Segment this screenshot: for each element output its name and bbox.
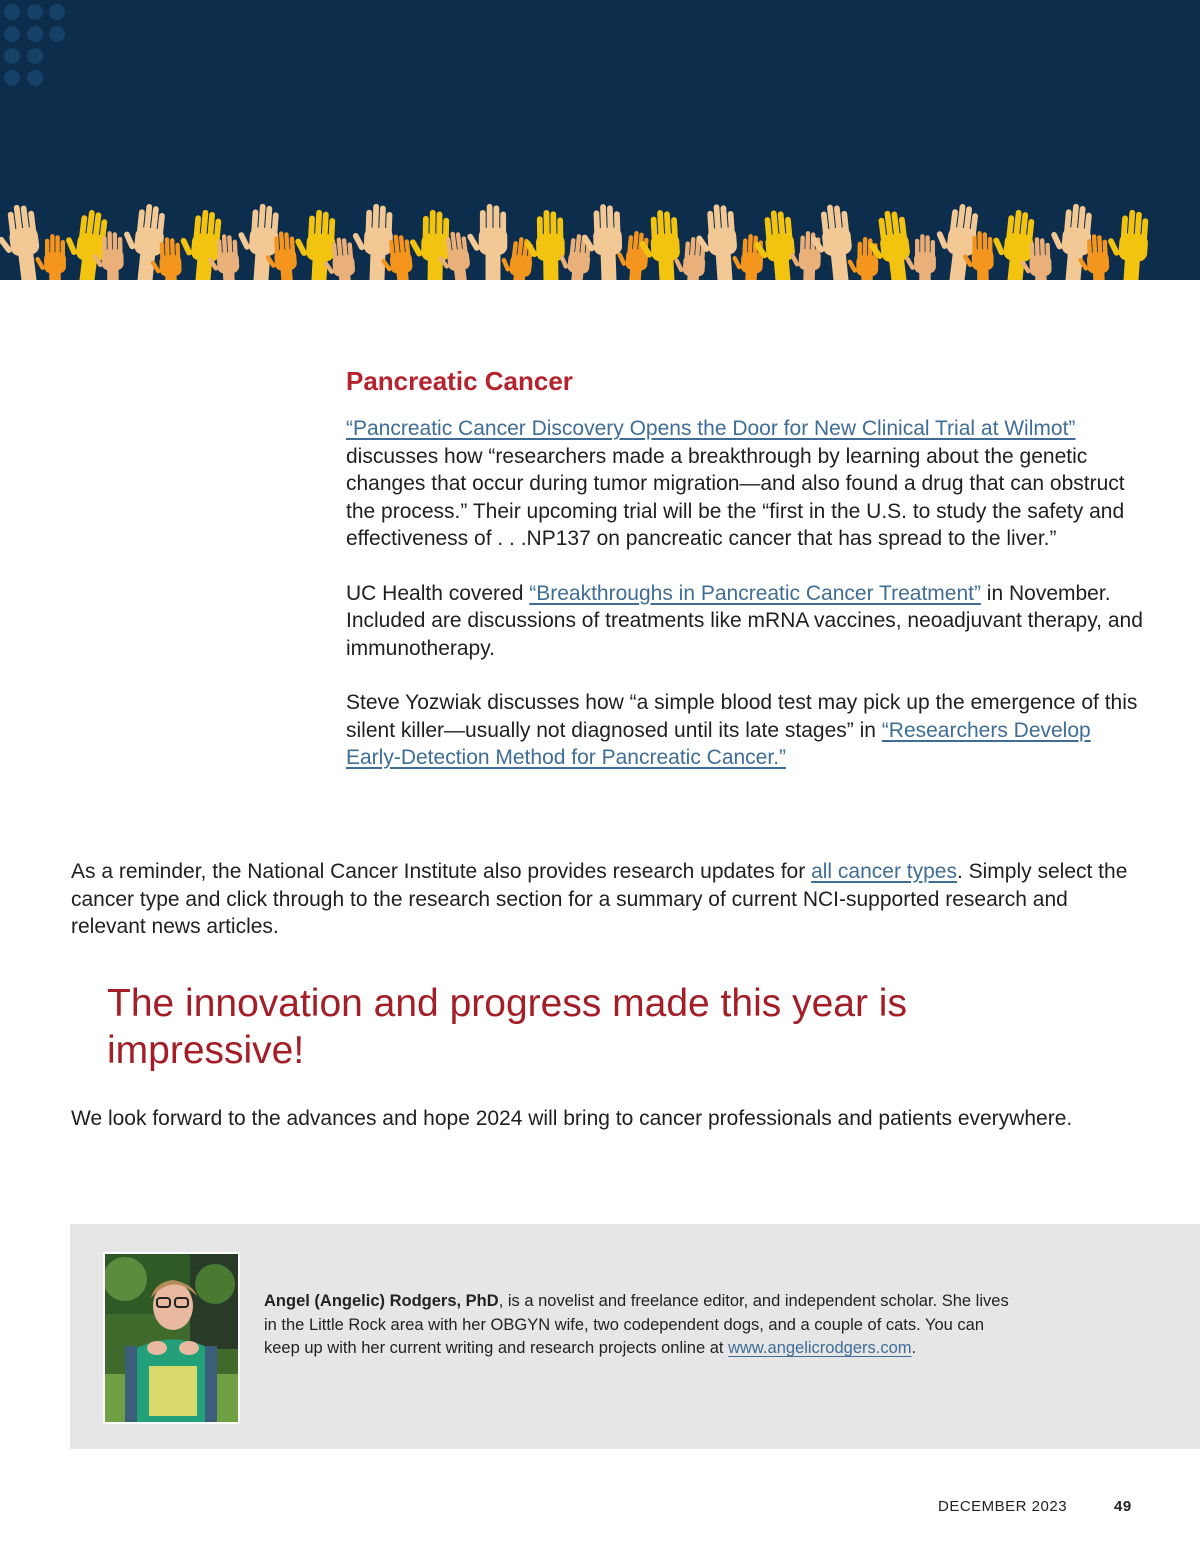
paragraph-wilmot-text: discusses how “researchers made a breakthrough by learning about the genetic changes that occur during tumor migration—and also found a drug that can obstruct the process.” Their upcoming trial will be the “first in the U.S. to study the safety and effectiveness of . . .NP137 on pancreatic cancer that has spread to the liver.” xyxy=(346,444,1125,550)
reminder-text: . Simply select the cancer type and click through to the research section for a summary of current NCI-supported research and relevant news articles. xyxy=(71,860,1128,938)
reminder-lead: As a reminder, the National Cancer Institute also provides research updates for xyxy=(71,860,812,883)
author-bio-description: , is a novelist and freelance editor, and independent scholar. She lives in the Little Rock area with her OBGYN wife, two codependent dogs, and a couple of cats. You can keep up with her current writing and research projects online at xyxy=(264,1292,1009,1357)
reminder-paragraph xyxy=(71,858,1131,941)
raised-hands-illustration-icon xyxy=(0,0,1200,280)
uc-health-article-link[interactable]: “Breakthroughs in Pancreatic Cancer Treatment” xyxy=(529,581,981,605)
header-banner xyxy=(0,0,1200,280)
footer-issue-date: DECEMBER 2023 xyxy=(938,1498,1068,1515)
author-bio-box xyxy=(70,1224,1200,1449)
section-title: Pancreatic Cancer xyxy=(346,366,573,396)
author-bio-text xyxy=(264,1290,1024,1361)
pull-quote: The innovation and progress made this year is impressive! xyxy=(107,982,907,1072)
author-photo-icon xyxy=(103,1252,240,1424)
footer-page-number: 49 xyxy=(1114,1498,1132,1515)
paragraph-uc-health xyxy=(346,580,1146,663)
author-bio-end: . xyxy=(911,1339,917,1357)
paragraph-uc-health-text: in November. Included are discussions of treatments like mRNA vaccines, neoadjuvant therapy, and immunotherapy. xyxy=(346,581,1143,660)
paragraph-uc-health-lead: UC Health covered xyxy=(346,581,530,605)
paragraph-wilmot xyxy=(346,415,1146,553)
paragraph-early-detection-text: Steve Yozwiak discusses how “a simple blood test may pick up the emergence of this silent killer—usually not diagnosed until its late stages” in xyxy=(346,691,1138,742)
paragraph-early-detection xyxy=(346,689,1146,772)
all-cancer-types-link[interactable]: all cancer types xyxy=(811,860,957,883)
author-name: Angel (Angelic) Rodgers, PhD xyxy=(264,1292,499,1310)
wilmot-article-link[interactable]: “Pancreatic Cancer Discovery Opens the Door for New Clinical Trial at Wilmot” xyxy=(346,417,1076,440)
early-detection-article-link[interactable]: “Researchers Develop Early-Detection Method for Pancreatic Cancer.” xyxy=(346,718,1091,769)
author-website-link[interactable]: www.angelicrodgers.com xyxy=(728,1339,912,1357)
closing-paragraph: We look forward to the advances and hope 2024 will bring to cancer professionals and patients everywhere. xyxy=(71,1107,1073,1130)
pancreatic-cancer-section xyxy=(346,366,1146,772)
